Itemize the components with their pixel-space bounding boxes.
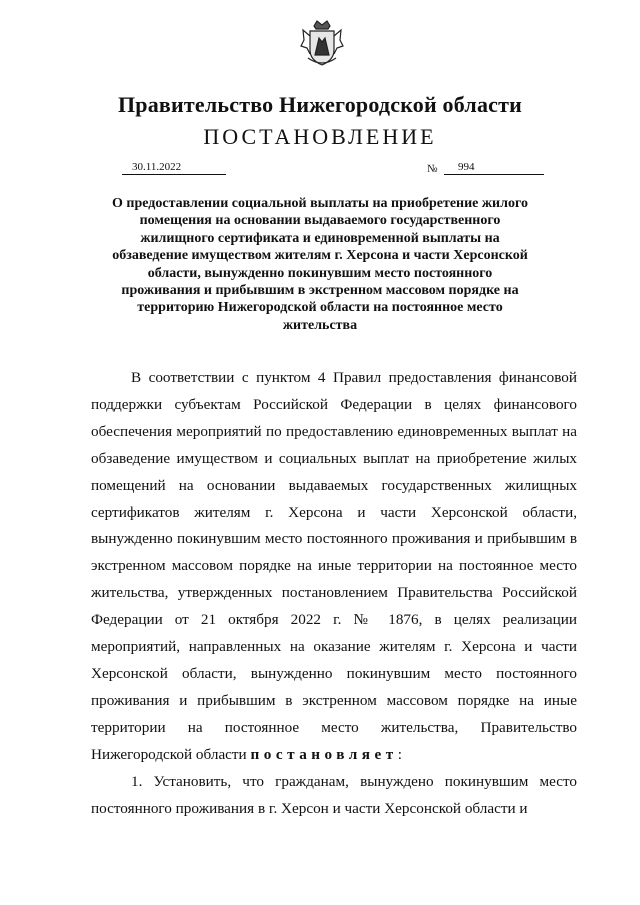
body-paragraph-2: 1. Установить, что гражданам, вынуждено покинувшим место постоянного проживания в г. Херсон и части Херсонской области и (91, 772, 577, 817)
number-sign: № (427, 163, 438, 175)
resolves-colon: : (397, 745, 402, 763)
date-field (122, 160, 226, 175)
organization-name: Правительство Нижегородской области (117, 92, 522, 117)
coat-of-arms-icon (300, 18, 344, 68)
paragraph-1-text: В соответствии с пунктом 4 Правил предоставления финансовой поддержки субъектам Российской Федерации в целях финансового обеспечения мероприятий по предоставлению единовременных выплат на обзаведение имуществом и социальных выплат на приобретение жилых помещений на основании выдаваемых государственных жилищных сертификатов жителям г. Херсона и части Херсонской области, вынужденно покинувшим место постоянного проживания и прибывшим в экстренном массовом порядке на иные территории на постоянное место жительства, утвержденных постановлением Правительства Российской Федерации от 21 октября 2022 г. № 1876, в целях реализации мероприятий, направленных на оказание жителям г. Херсона и части Херсонской области, вынужденно покинувшим место постоянного проживания и прибывшим в экстренном массовом порядке на иные территории на постоянное место жительства, Правительство Нижегородской области (91, 369, 577, 763)
document-body (91, 365, 577, 822)
resolves-word: постановляет (250, 745, 398, 763)
document-date: 30.11.2022 (132, 161, 182, 173)
document-type: ПОСТАНОВЛЕНИЕ (203, 124, 437, 149)
body-paragraph-1 (91, 365, 577, 769)
document-title: О предоставлении социальной выплаты на приобретение жилого помещения на основании выдаваемого государственного жилищного сертификата и единовременной выплаты на обзаведение имуществом жителям г. Херсона и части Херсонской области, вынужденно покинувшим место постоянного проживания и прибывшим в экстренном массовом порядке на территорию Нижегородской области на постоянное место жительства (112, 196, 528, 333)
number-field (444, 160, 544, 175)
document-number: 994 (458, 161, 475, 173)
